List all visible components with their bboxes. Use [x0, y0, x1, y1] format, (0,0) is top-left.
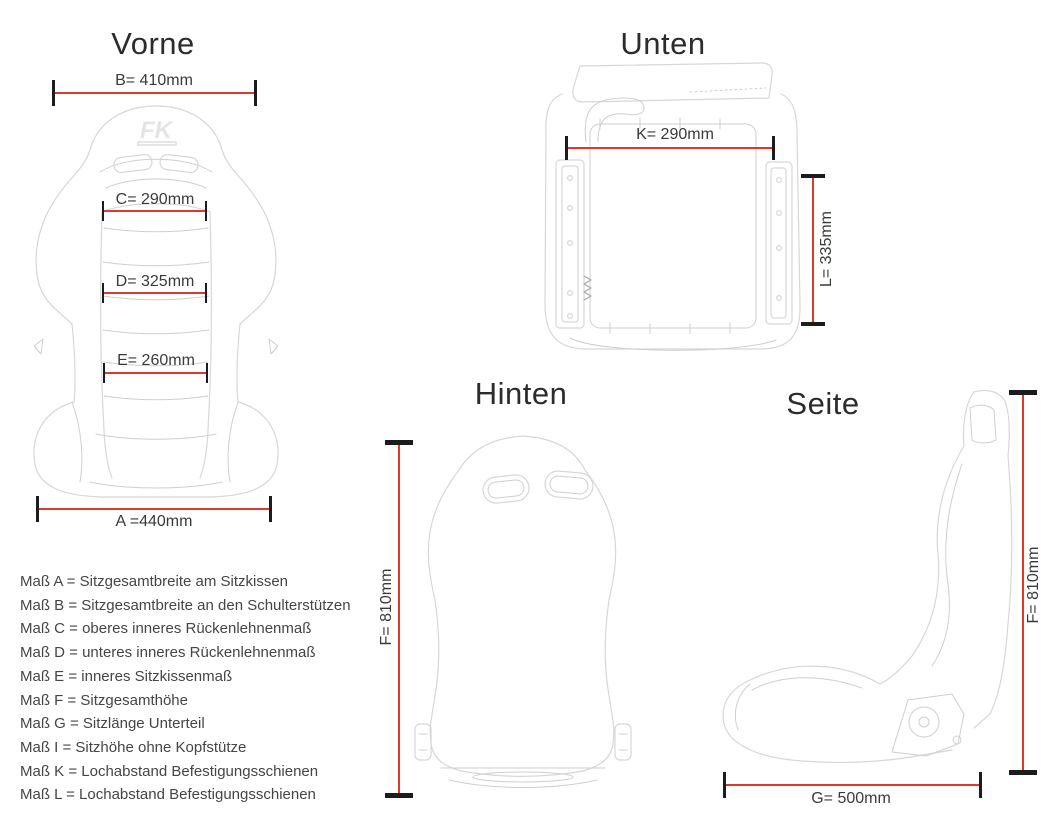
- unten-seat-sketch: [540, 58, 808, 358]
- dim-F-seite-label: F= 810mm: [1025, 546, 1042, 624]
- dim-F-hinten-label: F= 810mm: [378, 568, 395, 646]
- dim-A-line: [36, 508, 272, 510]
- legend-item-B: Maß B = Sitzgesamtbreite an den Schulterstützen: [20, 596, 351, 614]
- unten-right-rail: [766, 162, 792, 324]
- seite-recliner: [892, 694, 964, 756]
- dim-L-tick-top: [801, 174, 825, 178]
- dim-D-label: D= 325mm: [115, 273, 195, 290]
- seite-seat-sketch: [712, 384, 1014, 772]
- dim-F-seite-line: [1022, 390, 1024, 775]
- dim-D-tick-left: [102, 283, 104, 303]
- dim-B-tick-right: [254, 80, 257, 106]
- seite-seams: [735, 464, 962, 730]
- dim-E-tick-right: [206, 363, 208, 383]
- dim-G-tick-left: [723, 772, 726, 798]
- dim-G-line: [723, 784, 982, 786]
- dim-K-tick-right: [772, 136, 775, 160]
- legend-item-F: Maß F = Sitzgesamthöhe: [20, 691, 188, 709]
- dim-C-label: C= 290mm: [115, 191, 195, 208]
- hinten-recline-knobs: [415, 724, 631, 760]
- dim-C-tick-left: [102, 201, 104, 221]
- dim-D-line: [102, 292, 207, 294]
- dim-F-seite-tick-top: [1009, 390, 1037, 395]
- dim-G-label: G= 500mm: [811, 790, 891, 807]
- dim-A-tick-left: [36, 496, 39, 522]
- dim-D-tick-right: [205, 283, 207, 303]
- dim-L-label: L= 335mm: [818, 210, 835, 288]
- legend-item-I: Maß I = Sitzhöhe ohne Kopfstütze: [20, 738, 247, 756]
- dim-B-label: B= 410mm: [115, 72, 193, 89]
- dim-L-line: [812, 174, 814, 326]
- dim-A-tick-right: [269, 496, 272, 522]
- dim-K-line: [565, 147, 775, 149]
- dim-E-label: E= 260mm: [117, 352, 195, 369]
- dim-K-tick-left: [565, 136, 568, 160]
- hinten-seat-sketch: [413, 428, 633, 800]
- dim-G-tick-right: [979, 772, 982, 798]
- unten-backrest-bar: [573, 63, 772, 102]
- dim-C-line: [102, 210, 207, 212]
- legend-item-A: Maß A = Sitzgesamtbreite am Sitzkissen: [20, 573, 289, 590]
- dim-L-tick-bottom: [801, 322, 825, 326]
- dim-F-seite-tick-bottom: [1009, 770, 1037, 775]
- hinten-harness-holes: [482, 470, 594, 504]
- view-title-hinten: Hinten: [474, 376, 568, 411]
- view-title-vorne: Vorne: [111, 26, 195, 61]
- dim-B-line: [52, 92, 257, 94]
- dim-B-tick-left: [52, 80, 55, 106]
- legend-item-L: Maß L = Lochabstand Befestigungsschienen: [20, 786, 316, 804]
- dim-E-tick-left: [103, 363, 105, 383]
- dim-E-line: [103, 372, 208, 374]
- dim-F-hinten-tick-bottom: [385, 793, 413, 798]
- seite-headrest-stitch: [970, 405, 996, 443]
- view-title-unten: Unten: [620, 26, 706, 61]
- legend-item-C: Maß C = oberes inneres Rückenlehnenmaß: [20, 620, 312, 638]
- dim-A-label: A =440mm: [115, 513, 193, 530]
- fk-logo: [138, 117, 176, 145]
- dim-F-hinten-tick-top: [385, 440, 413, 445]
- legend-item-G: Maß G = Sitzlänge Unterteil: [20, 715, 205, 733]
- dimension-legend: [20, 570, 351, 807]
- dim-C-tick-right: [205, 201, 207, 221]
- legend-item-D: Maß D = unteres inneres Rückenlehnenmaß: [20, 644, 316, 662]
- dim-F-hinten-line: [398, 440, 400, 798]
- unten-left-rail: [556, 160, 591, 328]
- seite-outline: [723, 391, 1012, 763]
- legend-item-E: Maß E = inneres Sitzkissenmaß: [20, 667, 233, 685]
- vorne-harness-slots: [100, 154, 212, 188]
- dim-K-label: K= 290mm: [636, 126, 714, 143]
- vorne-backrest-stitching: [72, 204, 238, 488]
- legend-item-K: Maß K = Lochabstand Befestigungsschienen: [20, 762, 319, 780]
- view-title-seite: Seite: [786, 386, 860, 421]
- fk-logo-text: FK: [140, 117, 172, 144]
